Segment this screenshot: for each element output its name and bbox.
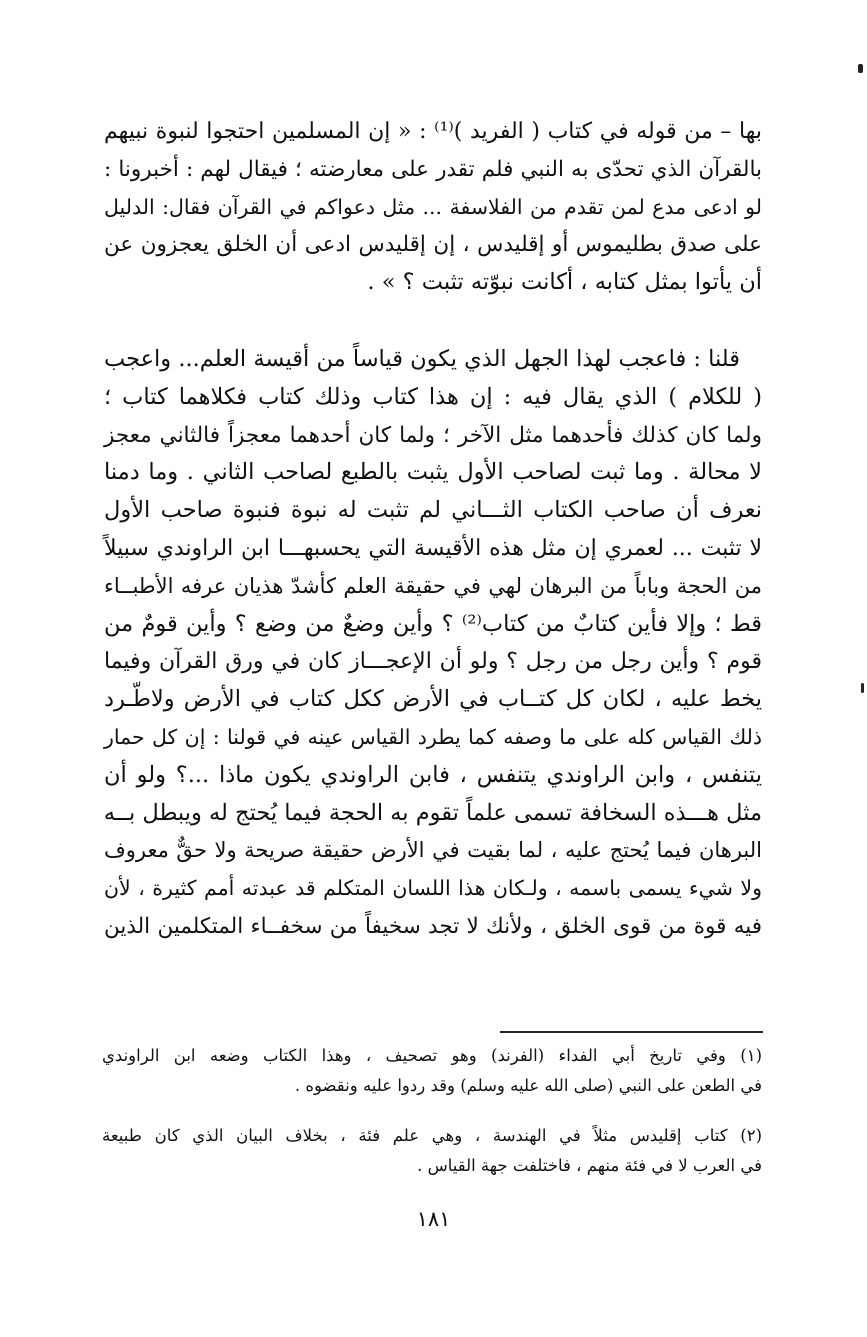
text-line: ولا شيء يسمى باسمه ، ولـكان هذا اللسان المتكلم قد عبدته أمم كثيرة ، لأن bbox=[104, 876, 762, 901]
scan-edge-mark bbox=[861, 683, 864, 693]
body-paragraph-2 bbox=[104, 341, 762, 946]
text-line: يتنفس ، وابن الراوندي يتنفس ، فابن الراوندي يكون ماذا ...؟ ولو أن bbox=[104, 761, 762, 788]
text-line: يخط عليه ، لكان كل كتــاب في الأرض ككل كتاب في الأرض ولاطّـرد bbox=[104, 686, 762, 713]
text-line: ( للكلام ) الذي يقال فيه : إن هذا كتاب وذلك كتاب فكلاهما كتاب ؛ bbox=[104, 383, 762, 410]
text-line: نعرف أن صاحب الكتاب الثـــاني لم تثبت له نبوة فنبوة صاحب الأول bbox=[104, 497, 762, 524]
text-line: لو ادعى مدع لمن تقدم من الفلاسفة ... مثل دعواكم في القرآن فقال: الدليل bbox=[104, 194, 762, 219]
footnote-1 bbox=[102, 1041, 762, 1100]
text-line: قوم ؟ وأين رجل من رجل ؟ ولو أن الإعجـــاز كان في ورق القرآن وفيما bbox=[104, 649, 762, 675]
footnote-line: في العرب لا في فئة منهم ، فاختلفت جهة القياس . bbox=[417, 1155, 762, 1175]
footnote-separator bbox=[500, 1031, 763, 1033]
text-line: قط ؛ وإلا فأين كتابٌ من كتاب⁽²⁾ ؟ وأين وضعٌ من وضع ؟ وأين قومٌ من bbox=[104, 610, 762, 637]
footnote-line: (١) وفي تاريخ أبي الفداء (الفرند) وهو تصحيف ، وهذا الكتاب وضعه ابن الراوندي bbox=[102, 1046, 762, 1065]
text-line: البرهان فيما يُحتج عليه ، لما بقيت في الأرض حقيقة صريحة ولا حقٌّ معروف bbox=[104, 838, 762, 863]
text-line: لا تثبت ... لعمري إن مثل هذه الأقيسة التي يحسبهـــا ابن الراوندي سبيلاً bbox=[104, 535, 762, 561]
body-paragraph-1 bbox=[104, 113, 762, 302]
text-line: على صدق بطليموس أو إقليدس ، إن إقليدس ادعى أن الخلق يعجزون عن bbox=[104, 232, 762, 258]
footnote-line: في الطعن على النبي (صلى الله عليه وسلم) وقد ردوا عليه ونقضوه . bbox=[294, 1075, 762, 1095]
page-number: ١٨١ bbox=[416, 1207, 451, 1231]
text-line: ولما كان كذلك فأحدهما مثل الآخر ؛ ولما كان أحدهما معجزاً فالثاني معجز bbox=[104, 422, 762, 448]
scan-edge-mark bbox=[858, 64, 863, 73]
text-line: بالقرآن الذي تحدّى به النبي فلم تقدر على معارضته ؛ فيقال لهم : أخبرونا : bbox=[104, 156, 762, 182]
text-line: فيه قوة من قوى الخلق ، ولأنك لا تجد سخيفاً من سخفــاء المتكلمين الذين bbox=[104, 913, 762, 939]
text-line: قلنا : فاعجب لهذا الجهل الذي يكون قياساً من أقيسة العلم... واعجب bbox=[104, 346, 740, 372]
text-line: من الحجة وباباً من البرهان لهي في حقيقة العلم كأشدّ هذيان عرفه الأطبــاء bbox=[104, 573, 762, 598]
text-line: مثل هـــذه السخافة تسمى علماً تقوم به الحجة فيما يُحتج له ويبطل بــه bbox=[103, 799, 762, 826]
footnote-line: (٢) كتاب إقليدس مثلاً في الهندسة ، وهي علم فئة ، بخلاف البيان الذي كان طبيعة bbox=[102, 1126, 762, 1145]
text-line: بها – من قوله في كتاب ( الفريد )⁽¹⁾ : « إن المسلمين احتجوا لنبوة نبيهم bbox=[104, 119, 762, 144]
footnote-2 bbox=[102, 1121, 762, 1180]
text-line: ذلك القياس كله على ما وصفه كما يطرد القياس عينه في قولنا : إن كل حمار bbox=[104, 724, 762, 749]
text-line: أن يأتوا بمثل كتابه ، أكانت نبوّته تثبت ؟ » . bbox=[367, 269, 762, 296]
text-line: لا محالة . وما ثبت لصاحب الأول يثبت بالطبع لصاحب الثاني . وما دمنا bbox=[104, 459, 762, 486]
